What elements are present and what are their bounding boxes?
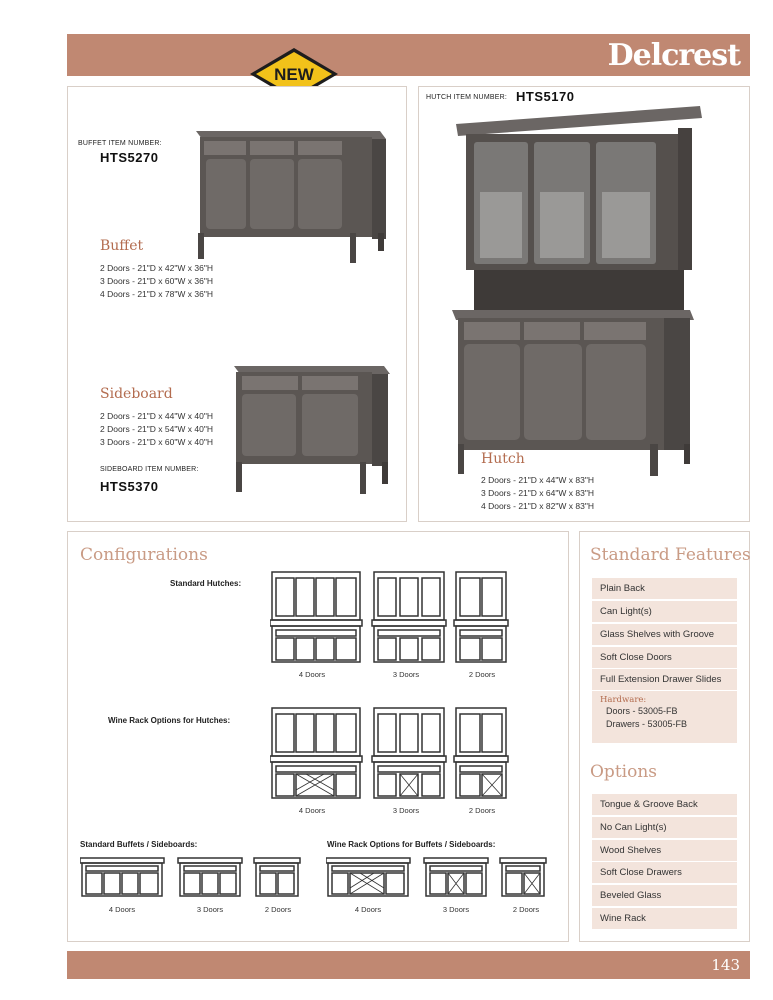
hutch-item-label: HUTCH ITEM NUMBER: [426,94,507,101]
buffet-photo [190,125,390,265]
feature-item: Can Light(s) [592,601,737,622]
spec-line: 4 Doors - 21"D x 78"W x 36"H [100,289,213,299]
caption-2-doors: 2 Doors [512,905,540,914]
hutch-title: Hutch [481,451,525,467]
spec-line: 2 Doors - 21"D x 54"W x 40"H [100,424,213,434]
caption-4-doors: 4 Doors [298,670,326,679]
sideboard-title: Sideboard [100,386,173,402]
option-item: Beveled Glass [592,885,737,906]
options-title: Options [590,762,657,782]
option-item: Soft Close Drawers [592,862,737,883]
spec-line: 3 Doors - 21"D x 60"W x 40"H [100,437,213,447]
header-band [67,34,750,76]
buffet-item-label: BUFFET ITEM NUMBER: [78,140,162,147]
sideboard-specs [100,410,213,449]
buffet-item-number: HTS5270 [100,150,159,165]
sideboard-item-label: SIDEBOARD ITEM NUMBER: [100,466,199,473]
page-number: 143 [711,956,740,974]
hutch-photo [450,104,706,476]
spec-line: 2 Doors - 21"D x 44"W x 40"H [100,411,213,421]
option-item: Wood Shelves [592,840,737,861]
buffet-title: Buffet [100,238,144,254]
hutch-specs [481,474,594,513]
feature-item: Soft Close Doors [592,647,737,668]
spec-line: 3 Doors - 21"D x 60"W x 36"H [100,276,213,286]
spec-line: 2 Doors - 21"D x 42"W x 36"H [100,263,213,273]
standard-hutch-drawings [270,570,510,670]
standard-hutches-label: Standard Hutches: [170,579,242,588]
footer-band [67,951,750,979]
wine-rack-buffet-drawings [326,856,552,902]
standard-features-title: Standard Features [590,545,751,565]
caption-3-doors: 3 Doors [392,806,420,815]
feature-item: Glass Shelves with Groove [592,624,737,645]
badge-text: NEW [274,65,314,84]
spec-line: 2 Doors - 21"D x 44"W x 83"H [481,475,594,485]
caption-3-doors: 3 Doors [442,905,470,914]
caption-4-doors: 4 Doors [298,806,326,815]
sideboard-item-number: HTS5370 [100,479,159,494]
brand-title: Delcrest [607,38,740,73]
configurations-title: Configurations [80,545,208,565]
wine-rack-hutches-label: Wine Rack Options for Hutches: [108,716,231,725]
hardware-box [592,691,737,743]
caption-3-doors: 3 Doors [196,905,224,914]
sideboard-photo [230,362,392,496]
option-item: Wine Rack [592,908,737,929]
caption-4-doors: 4 Doors [108,905,136,914]
feature-item: Plain Back [592,578,737,599]
caption-4-doors: 4 Doors [354,905,382,914]
caption-2-doors: 2 Doors [468,670,496,679]
option-item: No Can Light(s) [592,817,737,838]
hardware-title: Hardware: [600,695,647,705]
standard-buffet-drawings [80,856,306,902]
option-item: Tongue & Groove Back [592,794,737,815]
spec-line: 3 Doors - 21"D x 64"W x 83"H [481,488,594,498]
hardware-line: Drawers - 53005-FB [606,719,688,729]
wine-rack-buffets-label: Wine Rack Options for Buffets / Sideboards: [327,840,496,849]
wine-rack-hutch-drawings [270,706,510,806]
standard-buffets-label: Standard Buffets / Sideboards: [80,840,198,849]
hardware-line: Doors - 53005-FB [606,706,678,716]
feature-item: Full Extension Drawer Slides [592,669,737,690]
hutch-item-number: HTS5170 [516,89,575,104]
caption-2-doors: 2 Doors [264,905,292,914]
caption-2-doors: 2 Doors [468,806,496,815]
spec-line: 4 Doors - 21"D x 82"W x 83"H [481,501,594,511]
buffet-specs [100,262,213,301]
caption-3-doors: 3 Doors [392,670,420,679]
